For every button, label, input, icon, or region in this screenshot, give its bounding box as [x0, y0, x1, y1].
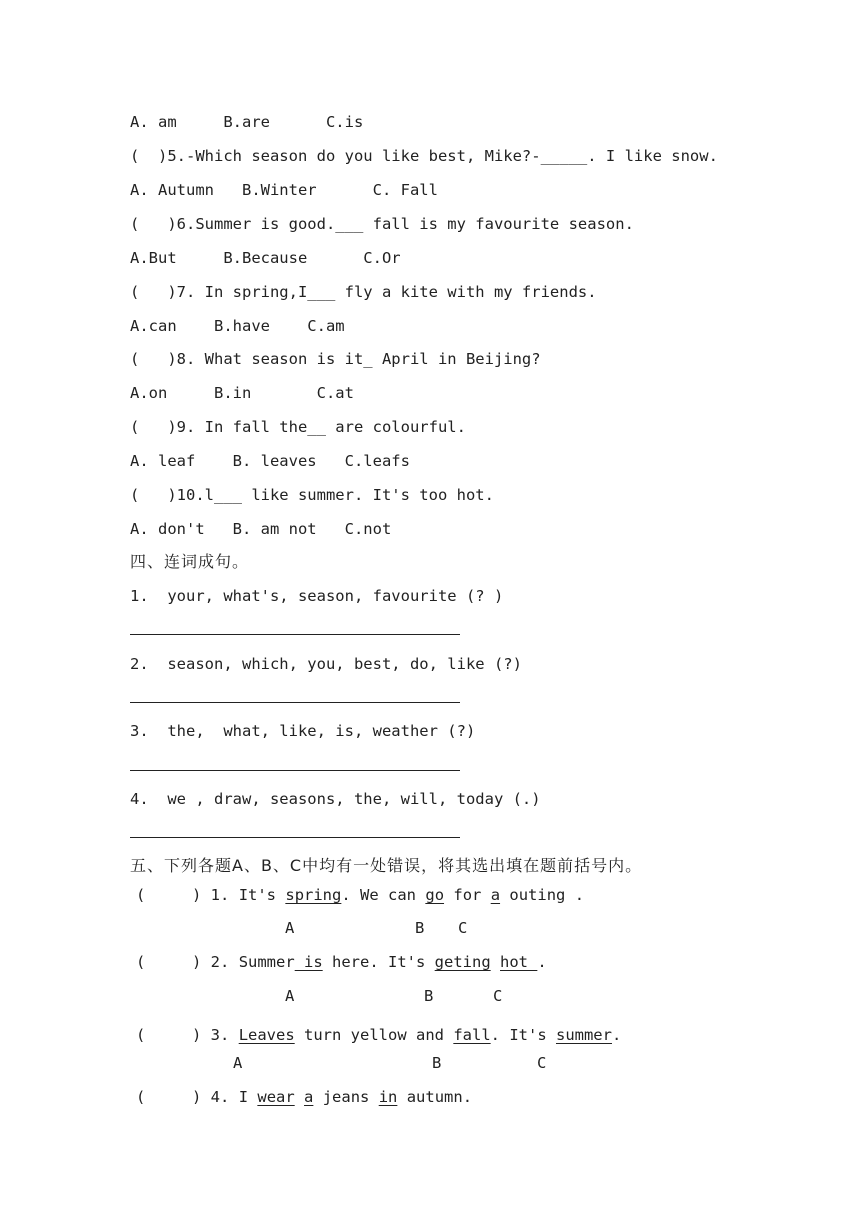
- s5-q3: [136, 1025, 621, 1045]
- q9-options: A. leaf B. leaves C.leafs: [130, 452, 410, 470]
- option-c-text: a: [490, 886, 501, 904]
- answer-paren[interactable]: ( ): [136, 1088, 202, 1106]
- option-b-text: a: [304, 1088, 314, 1106]
- s5-q4: [136, 1087, 472, 1107]
- option-c-text: in: [378, 1088, 398, 1106]
- q6-question: ( )6.Summer is good.___ fall is my favourite season.: [130, 215, 634, 233]
- answer-paren[interactable]: ( ): [136, 1026, 202, 1044]
- s4-item-2: 2. season, which, you, best, do, like (?): [130, 655, 522, 673]
- q-number: 3.: [210, 1026, 230, 1044]
- label-b: B: [424, 987, 434, 1005]
- option-a-text: is: [294, 953, 323, 971]
- option-b-text: go: [425, 886, 445, 904]
- text: [491, 953, 500, 971]
- label-b: B: [415, 919, 425, 937]
- text: here. It's: [322, 953, 435, 971]
- text: jeans: [313, 1088, 379, 1106]
- label-c: C: [537, 1054, 547, 1072]
- s4-item-4: 4. we , draw, seasons, the, will, today (.): [130, 790, 541, 808]
- s4-item-3: 3. the, what, like, is, weather (?): [130, 722, 476, 740]
- q9-question: ( )9. In fall the__ are colourful.: [130, 418, 466, 436]
- answer-line-1[interactable]: [130, 634, 460, 635]
- option-a-text: wear: [257, 1088, 295, 1106]
- q10-question: ( )10.l___ like summer. It's too hot.: [130, 486, 494, 504]
- text: .: [611, 1026, 622, 1044]
- q7-question: ( )7. In spring,I___ fly a kite with my friends.: [130, 283, 597, 301]
- text: for: [444, 886, 491, 904]
- q-number: 4.: [210, 1088, 230, 1106]
- q7-options: A.can B.have C.am: [130, 317, 345, 335]
- label-c: C: [458, 919, 468, 937]
- text: Summer: [238, 953, 295, 971]
- q-number: 1.: [210, 886, 230, 904]
- option-a-text: Leaves: [238, 1026, 295, 1044]
- label-a: A: [233, 1054, 243, 1072]
- q8-options: A.on B.in C.at: [130, 384, 354, 402]
- q8-question: ( )8. What season is it_ April in Beijing?: [130, 350, 541, 368]
- answer-paren[interactable]: ( ): [136, 886, 202, 904]
- s4-item-1: 1. your, what's, season, favourite (? ): [130, 587, 504, 605]
- text: turn yellow and: [294, 1026, 454, 1044]
- option-b-text: geting: [434, 953, 491, 971]
- text: outing .: [500, 886, 585, 904]
- label-b: B: [432, 1054, 442, 1072]
- option-a-text: spring: [285, 886, 342, 904]
- label-c: C: [493, 987, 503, 1005]
- answer-paren[interactable]: ( ): [136, 953, 202, 971]
- text: . We can: [341, 886, 426, 904]
- q5-question: ( )5.-Which season do you like best, Mike?-_____. I like snow.: [130, 147, 718, 165]
- option-c-text: hot: [500, 953, 538, 971]
- text: [295, 1088, 304, 1106]
- text: . It's: [490, 1026, 556, 1044]
- q6-options: A.But B.Because C.Or: [130, 249, 401, 267]
- q5-options: A. Autumn B.Winter C. Fall: [130, 181, 438, 199]
- q10-options: A. don't B. am not C.not: [130, 520, 392, 538]
- text: autumn.: [397, 1088, 473, 1106]
- s5-q1: [136, 885, 584, 905]
- text: I: [238, 1088, 258, 1106]
- q-number: 2.: [210, 953, 230, 971]
- section5-title: 五、下列各题A、B、C中均有一处错误，将其选出填在题前括号内。: [130, 856, 643, 875]
- answer-line-4[interactable]: [130, 837, 460, 838]
- q4-options: A. am B.are C.is: [130, 113, 364, 131]
- label-a: A: [285, 919, 295, 937]
- answer-line-3[interactable]: [130, 770, 460, 771]
- answer-line-2[interactable]: [130, 702, 460, 703]
- s5-q2: [136, 952, 547, 972]
- text: .: [537, 953, 547, 971]
- label-a: A: [285, 987, 295, 1005]
- text: It's: [238, 886, 286, 904]
- option-c-text: summer: [555, 1026, 612, 1044]
- section4-title: 四、连词成句。: [130, 552, 250, 571]
- option-b-text: fall: [453, 1026, 491, 1044]
